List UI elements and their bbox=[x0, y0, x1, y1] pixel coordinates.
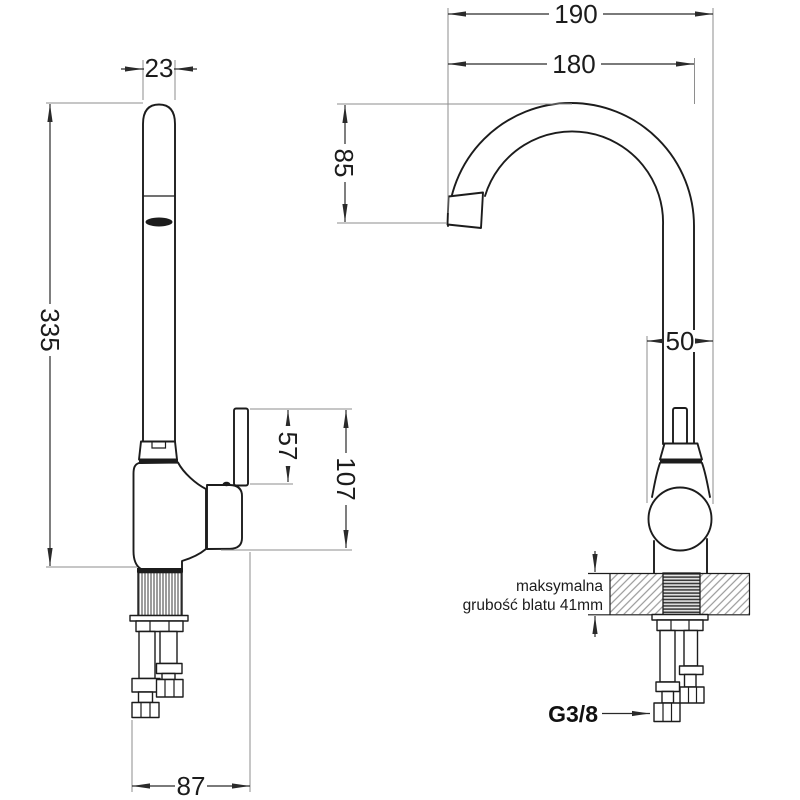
front-body-flare-left bbox=[652, 463, 660, 497]
front-mounting-nut bbox=[657, 620, 703, 631]
side-collar bbox=[139, 442, 177, 460]
side-view bbox=[130, 105, 248, 718]
side-mounting-flange bbox=[130, 616, 188, 622]
front-collar bbox=[660, 444, 702, 460]
dim-spout-height-label: 85 bbox=[329, 148, 359, 178]
front-spout-outlet bbox=[448, 193, 484, 229]
dim-spout-width-label: 23 bbox=[144, 53, 174, 83]
dim-lever-height-label: 57 bbox=[273, 431, 303, 461]
front-view bbox=[448, 103, 751, 722]
side-hoses bbox=[132, 632, 183, 718]
front-gooseneck-inner bbox=[485, 131, 663, 444]
front-round-body bbox=[649, 488, 712, 551]
front-mounting-flange bbox=[652, 615, 708, 621]
counter-note-line2: grubość blatu 41mm bbox=[462, 597, 603, 614]
side-handle-socket bbox=[207, 485, 242, 549]
front-collar-gasket bbox=[660, 459, 702, 464]
side-spout-column bbox=[143, 105, 175, 444]
front-threaded-shank bbox=[663, 573, 700, 615]
side-threaded-shank bbox=[138, 573, 182, 616]
dim-body-diameter-label: 50 bbox=[665, 326, 695, 356]
front-gooseneck-outer bbox=[448, 103, 694, 444]
dim-total-height-label: 335 bbox=[35, 308, 65, 352]
dim-handle-height-label: 107 bbox=[331, 457, 361, 501]
side-body bbox=[134, 463, 207, 571]
dim-base-depth-label: 87 bbox=[176, 771, 206, 800]
front-lever bbox=[673, 408, 687, 444]
thread-size-label: G3/8 bbox=[548, 701, 598, 727]
dim-total-reach-label: 190 bbox=[554, 0, 598, 29]
counter-note-line1: maksymalna bbox=[516, 578, 603, 595]
side-aerator bbox=[146, 218, 173, 227]
side-lever bbox=[234, 409, 248, 486]
dim-spout-reach-label: 180 bbox=[552, 49, 596, 79]
front-body-flare-right bbox=[702, 463, 710, 497]
side-mounting-nut bbox=[136, 621, 183, 632]
front-hoses bbox=[654, 631, 704, 722]
side-handle-pin bbox=[223, 482, 231, 486]
